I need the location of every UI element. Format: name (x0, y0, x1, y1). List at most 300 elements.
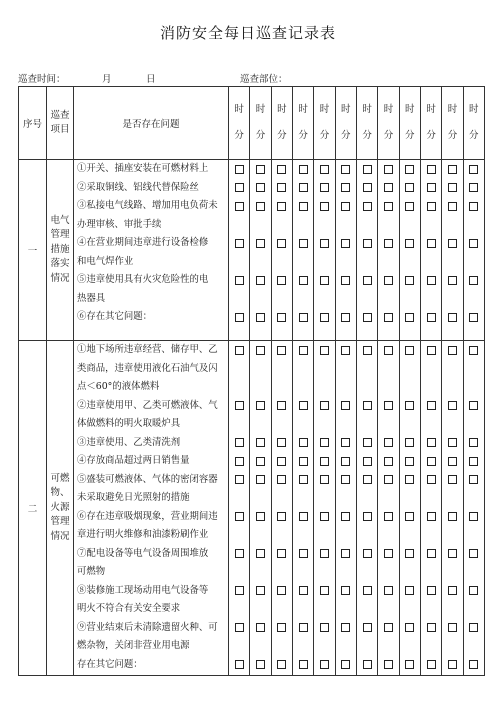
checkbox[interactable] (277, 401, 286, 410)
checkbox[interactable] (363, 457, 372, 466)
checkbox[interactable] (235, 660, 244, 669)
checkbox-slot (314, 308, 334, 327)
checkbox[interactable] (405, 313, 414, 322)
checkbox[interactable] (277, 549, 286, 558)
item-line: ③私接电气线路、增加用电负荷未 (77, 200, 218, 211)
checkbox[interactable] (341, 202, 350, 211)
checkbox[interactable] (384, 623, 393, 632)
checkbox[interactable] (469, 512, 478, 521)
checkbox[interactable] (299, 438, 308, 447)
checkbox[interactable] (235, 276, 244, 285)
checkbox-slot (442, 656, 462, 675)
checkbox-slot (421, 197, 441, 216)
checkbox-slot (421, 290, 441, 309)
checkbox[interactable] (299, 202, 308, 211)
checkbox[interactable] (277, 202, 286, 211)
checkbox-slot (378, 290, 398, 309)
checkbox-slot (400, 545, 420, 564)
checkbox[interactable] (320, 165, 329, 174)
minute-label: 分 (405, 130, 415, 141)
checkbox-slot (293, 656, 313, 675)
checkbox-slot (272, 452, 292, 471)
checkbox[interactable] (448, 586, 457, 595)
checkbox-slot (357, 452, 377, 471)
checkbox[interactable] (320, 401, 329, 410)
checkbox[interactable] (469, 438, 478, 447)
checkbox[interactable] (363, 512, 372, 521)
checkbox[interactable] (427, 276, 436, 285)
checkbox[interactable] (256, 401, 265, 410)
checkbox[interactable] (235, 623, 244, 632)
checkbox-slot (336, 582, 356, 601)
checkbox[interactable] (384, 401, 393, 410)
checkbox[interactable] (341, 475, 350, 484)
checkbox-slot (357, 271, 377, 290)
checkbox[interactable] (299, 276, 308, 285)
checkbox[interactable] (363, 660, 372, 669)
checkbox[interactable] (277, 183, 286, 192)
checkbox[interactable] (299, 512, 308, 521)
checkbox-slot (229, 452, 249, 471)
checkbox[interactable] (320, 660, 329, 669)
checkbox[interactable] (363, 202, 372, 211)
checkbox-slot (400, 508, 420, 527)
checkbox-slot (442, 253, 462, 272)
checkbox[interactable] (427, 346, 436, 355)
checkbox[interactable] (448, 202, 457, 211)
checkbox[interactable] (405, 475, 414, 484)
checkbox-slot (421, 656, 441, 675)
checkbox[interactable] (384, 457, 393, 466)
checkbox[interactable] (341, 457, 350, 466)
checkbox-slot (464, 397, 484, 416)
checkbox[interactable] (448, 549, 457, 558)
checkbox-slot (336, 563, 356, 582)
checkbox[interactable] (469, 549, 478, 558)
checkbox[interactable] (469, 202, 478, 211)
checkbox[interactable] (405, 512, 414, 521)
checkbox[interactable] (363, 165, 372, 174)
checkbox-slot (421, 637, 441, 656)
checkbox[interactable] (469, 586, 478, 595)
checkbox[interactable] (299, 660, 308, 669)
checkbox[interactable] (320, 438, 329, 447)
checkbox[interactable] (299, 239, 308, 248)
checkbox-slot (250, 452, 270, 471)
checkbox[interactable] (469, 660, 478, 669)
checkbox[interactable] (341, 623, 350, 632)
checkbox-slot (314, 508, 334, 527)
checkbox[interactable] (235, 401, 244, 410)
checkbox[interactable] (384, 660, 393, 669)
checkbox[interactable] (256, 165, 265, 174)
checkbox[interactable] (448, 401, 457, 410)
checkbox-slot (357, 216, 377, 235)
checkbox-slot (400, 471, 420, 490)
time-minute-header (442, 87, 463, 160)
item-line: 明火不符合有关安全要求 (77, 603, 181, 614)
checkbox[interactable] (448, 276, 457, 285)
checkbox[interactable] (405, 660, 414, 669)
inspection-area-label: 巡查部位： (240, 74, 288, 85)
checkbox-slot (400, 637, 420, 656)
checkbox[interactable] (448, 475, 457, 484)
checkbox[interactable] (299, 346, 308, 355)
checkbox-slot (314, 637, 334, 656)
checkbox[interactable] (384, 313, 393, 322)
checkbox[interactable] (384, 202, 393, 211)
checkbox[interactable] (277, 313, 286, 322)
checkbox-slot (464, 341, 484, 360)
checkbox[interactable] (469, 475, 478, 484)
checkbox-slot (229, 253, 249, 272)
checkbox[interactable] (427, 401, 436, 410)
checkbox-slot (357, 545, 377, 564)
checkbox-slot (442, 216, 462, 235)
header-row (19, 87, 485, 160)
checkbox[interactable] (469, 313, 478, 322)
checkbox[interactable] (405, 165, 414, 174)
checkbox-slot (400, 452, 420, 471)
checkbox[interactable] (427, 660, 436, 669)
checkbox[interactable] (427, 239, 436, 248)
checkbox[interactable] (256, 549, 265, 558)
checkbox[interactable] (341, 239, 350, 248)
checkbox-slot (229, 197, 249, 216)
checkbox[interactable] (427, 512, 436, 521)
checkbox[interactable] (427, 586, 436, 595)
checkbox[interactable] (235, 475, 244, 484)
checkbox[interactable] (384, 438, 393, 447)
checkbox[interactable] (277, 475, 286, 484)
checkbox[interactable] (405, 623, 414, 632)
checkbox[interactable] (363, 586, 372, 595)
checkbox-slot (250, 563, 270, 582)
time-minute-header (292, 87, 313, 160)
checkbox[interactable] (448, 623, 457, 632)
checkbox[interactable] (256, 475, 265, 484)
checkbox[interactable] (469, 239, 478, 248)
checkbox[interactable] (256, 276, 265, 285)
checkbox[interactable] (256, 660, 265, 669)
checkbox-slot (250, 637, 270, 656)
checkbox[interactable] (341, 401, 350, 410)
checkbox[interactable] (341, 586, 350, 595)
checkbox[interactable] (405, 549, 414, 558)
checkbox-slot (357, 471, 377, 490)
hour-label: 时 (298, 104, 308, 115)
checkbox[interactable] (448, 660, 457, 669)
item-line: ④存放商品超过两日销售量 (77, 455, 190, 466)
checkbox[interactable] (256, 623, 265, 632)
checkbox-slot (421, 271, 441, 290)
checkbox[interactable] (320, 346, 329, 355)
checkbox-slot (400, 397, 420, 416)
checkbox[interactable] (363, 313, 372, 322)
checkbox[interactable] (384, 165, 393, 174)
checkbox[interactable] (320, 457, 329, 466)
checkbox[interactable] (235, 313, 244, 322)
checkbox-slot (272, 489, 292, 508)
checkbox[interactable] (320, 549, 329, 558)
checkbox[interactable] (363, 401, 372, 410)
checkbox[interactable] (384, 586, 393, 595)
checkbox[interactable] (448, 183, 457, 192)
checkbox-slot (464, 253, 484, 272)
checkbox-slot (400, 526, 420, 545)
checkbox[interactable] (235, 457, 244, 466)
checkbox[interactable] (427, 457, 436, 466)
checkbox[interactable] (320, 202, 329, 211)
checkbox[interactable] (235, 165, 244, 174)
checkbox[interactable] (299, 183, 308, 192)
checkbox[interactable] (427, 549, 436, 558)
checkbox[interactable] (256, 457, 265, 466)
checkbox-slot (336, 160, 356, 179)
checkbox-slot (421, 378, 441, 397)
checkbox[interactable] (427, 475, 436, 484)
time-minute-header (399, 87, 420, 160)
checkbox[interactable] (469, 457, 478, 466)
checkbox-slot (272, 216, 292, 235)
checkbox[interactable] (384, 549, 393, 558)
checkbox[interactable] (256, 346, 265, 355)
checkbox[interactable] (384, 475, 393, 484)
checkbox[interactable] (448, 438, 457, 447)
checkbox[interactable] (235, 586, 244, 595)
checkbox[interactable] (277, 660, 286, 669)
checkbox[interactable] (469, 401, 478, 410)
checkbox[interactable] (235, 512, 244, 521)
checkbox[interactable] (384, 239, 393, 248)
checkbox[interactable] (448, 457, 457, 466)
checkbox-slot (272, 271, 292, 290)
checkbox[interactable] (427, 313, 436, 322)
checkbox[interactable] (427, 202, 436, 211)
checkbox-slot (442, 179, 462, 198)
checkbox-slot (442, 637, 462, 656)
checkbox[interactable] (469, 276, 478, 285)
checkbox-slot (421, 471, 441, 490)
checkbox-slot (464, 563, 484, 582)
checkbox[interactable] (448, 165, 457, 174)
checkbox-slot (293, 341, 313, 360)
time-minute-header (463, 87, 484, 160)
checkbox[interactable] (277, 346, 286, 355)
checkbox-slot (464, 434, 484, 453)
checkbox-slot (400, 489, 420, 508)
checkbox-slot (336, 216, 356, 235)
checkbox[interactable] (320, 276, 329, 285)
checkbox-slot (378, 360, 398, 379)
checkbox[interactable] (363, 183, 372, 192)
check-column (420, 341, 441, 676)
checkbox[interactable] (363, 346, 372, 355)
checkbox[interactable] (384, 183, 393, 192)
checkbox[interactable] (277, 438, 286, 447)
checkbox-slot (442, 160, 462, 179)
checkbox[interactable] (299, 457, 308, 466)
checkbox[interactable] (427, 165, 436, 174)
checkbox-slot (314, 397, 334, 416)
checkbox[interactable] (320, 586, 329, 595)
checkbox[interactable] (341, 660, 350, 669)
checkbox-slot (314, 656, 334, 675)
checkbox[interactable] (469, 165, 478, 174)
checkbox[interactable] (320, 623, 329, 632)
checkbox[interactable] (469, 346, 478, 355)
checkbox-slot (378, 471, 398, 490)
item-line: 热器具 (77, 292, 106, 304)
checkbox[interactable] (405, 457, 414, 466)
checkbox[interactable] (469, 183, 478, 192)
checkbox[interactable] (256, 586, 265, 595)
checkbox-slot (229, 600, 249, 619)
checkbox[interactable] (363, 475, 372, 484)
checkbox[interactable] (405, 202, 414, 211)
checkbox[interactable] (277, 457, 286, 466)
checkbox-slot (400, 378, 420, 397)
checkbox[interactable] (427, 438, 436, 447)
checkbox[interactable] (235, 549, 244, 558)
checkbox-slot (400, 434, 420, 453)
checkbox[interactable] (299, 313, 308, 322)
checkbox[interactable] (405, 438, 414, 447)
item-line: ⑨营业结束后未清除遗留火种、可 (77, 621, 218, 633)
checkbox-slot (464, 600, 484, 619)
checkbox-slot (400, 179, 420, 198)
checkbox[interactable] (256, 239, 265, 248)
checkbox[interactable] (448, 512, 457, 521)
checkbox-slot (400, 619, 420, 638)
checkbox[interactable] (256, 512, 265, 521)
checkbox[interactable] (299, 475, 308, 484)
checkbox-slot (293, 637, 313, 656)
check-column (463, 160, 484, 341)
checkbox[interactable] (277, 165, 286, 174)
checkbox-slot (400, 271, 420, 290)
checkbox[interactable] (341, 346, 350, 355)
checkbox[interactable] (427, 183, 436, 192)
checkbox-slot (464, 378, 484, 397)
checkbox[interactable] (363, 239, 372, 248)
checkbox[interactable] (405, 346, 414, 355)
checkbox[interactable] (235, 183, 244, 192)
checkbox[interactable] (277, 276, 286, 285)
checkbox[interactable] (320, 239, 329, 248)
checkbox[interactable] (277, 586, 286, 595)
checkbox[interactable] (363, 438, 372, 447)
checkbox[interactable] (363, 623, 372, 632)
checkbox[interactable] (299, 586, 308, 595)
checkbox[interactable] (299, 623, 308, 632)
checkbox[interactable] (405, 239, 414, 248)
checkbox[interactable] (299, 549, 308, 558)
checkbox[interactable] (320, 183, 329, 192)
item-line: 可燃物 (77, 566, 106, 577)
checkbox[interactable] (277, 623, 286, 632)
checkbox-slot (229, 471, 249, 490)
checkbox-slot (272, 545, 292, 564)
checkbox[interactable] (256, 202, 265, 211)
checkbox[interactable] (341, 549, 350, 558)
checkbox-slot (442, 234, 462, 253)
checkbox[interactable] (235, 346, 244, 355)
checkbox[interactable] (384, 276, 393, 285)
checkbox[interactable] (405, 183, 414, 192)
checkbox[interactable] (341, 165, 350, 174)
checkbox[interactable] (363, 276, 372, 285)
checkbox[interactable] (405, 401, 414, 410)
checkbox[interactable] (341, 438, 350, 447)
checkbox-slot (357, 253, 377, 272)
item-line: ⑤盛装可燃液体、气体的密闭容器 (77, 473, 218, 485)
checkbox-slot (293, 489, 313, 508)
checkbox-slot (400, 563, 420, 582)
checkbox-slot (442, 471, 462, 490)
checkbox[interactable] (235, 202, 244, 211)
checkbox[interactable] (341, 512, 350, 521)
checkbox-slot (378, 160, 398, 179)
checkbox[interactable] (320, 512, 329, 521)
checkbox-slot (229, 582, 249, 601)
checkbox[interactable] (277, 239, 286, 248)
checkbox[interactable] (320, 475, 329, 484)
checkbox[interactable] (448, 239, 457, 248)
checkbox-slot (464, 637, 484, 656)
checkbox-slot (464, 360, 484, 379)
minute-label: 分 (319, 130, 330, 141)
checkbox[interactable] (341, 183, 350, 192)
checkbox[interactable] (256, 438, 265, 447)
checkbox-slot (464, 656, 484, 675)
checkbox[interactable] (235, 239, 244, 248)
checkbox[interactable] (341, 313, 350, 322)
checkbox[interactable] (320, 313, 329, 322)
checkbox[interactable] (235, 438, 244, 447)
item-line: 类商品，违章使用液化石油气及闪 (77, 362, 218, 374)
checkbox[interactable] (299, 165, 308, 174)
checkbox[interactable] (363, 549, 372, 558)
checkbox-slot (272, 378, 292, 397)
checkbox[interactable] (469, 623, 478, 632)
checkbox[interactable] (256, 183, 265, 192)
checkbox-slot (336, 378, 356, 397)
item-line: ②违章使用甲、乙类可燃液体、气 (77, 399, 218, 411)
checkbox[interactable] (384, 346, 393, 355)
checkbox-slot (464, 471, 484, 490)
checkbox[interactable] (448, 313, 457, 322)
checkbox-slot (421, 160, 441, 179)
checkbox[interactable] (405, 276, 414, 285)
check-column (314, 160, 335, 341)
time-minute-header (378, 87, 399, 160)
checkbox[interactable] (384, 512, 393, 521)
checkbox-slot (229, 656, 249, 675)
checkbox[interactable] (341, 276, 350, 285)
checkbox-slot (293, 360, 313, 379)
checkbox[interactable] (448, 346, 457, 355)
checkbox-slot (250, 216, 270, 235)
checkbox[interactable] (277, 512, 286, 521)
checkbox[interactable] (427, 623, 436, 632)
checkbox[interactable] (256, 313, 265, 322)
checkbox-slot (442, 619, 462, 638)
checkbox-slot (378, 179, 398, 198)
checkbox-slot (442, 582, 462, 601)
checkbox[interactable] (405, 586, 414, 595)
checkbox[interactable] (299, 401, 308, 410)
